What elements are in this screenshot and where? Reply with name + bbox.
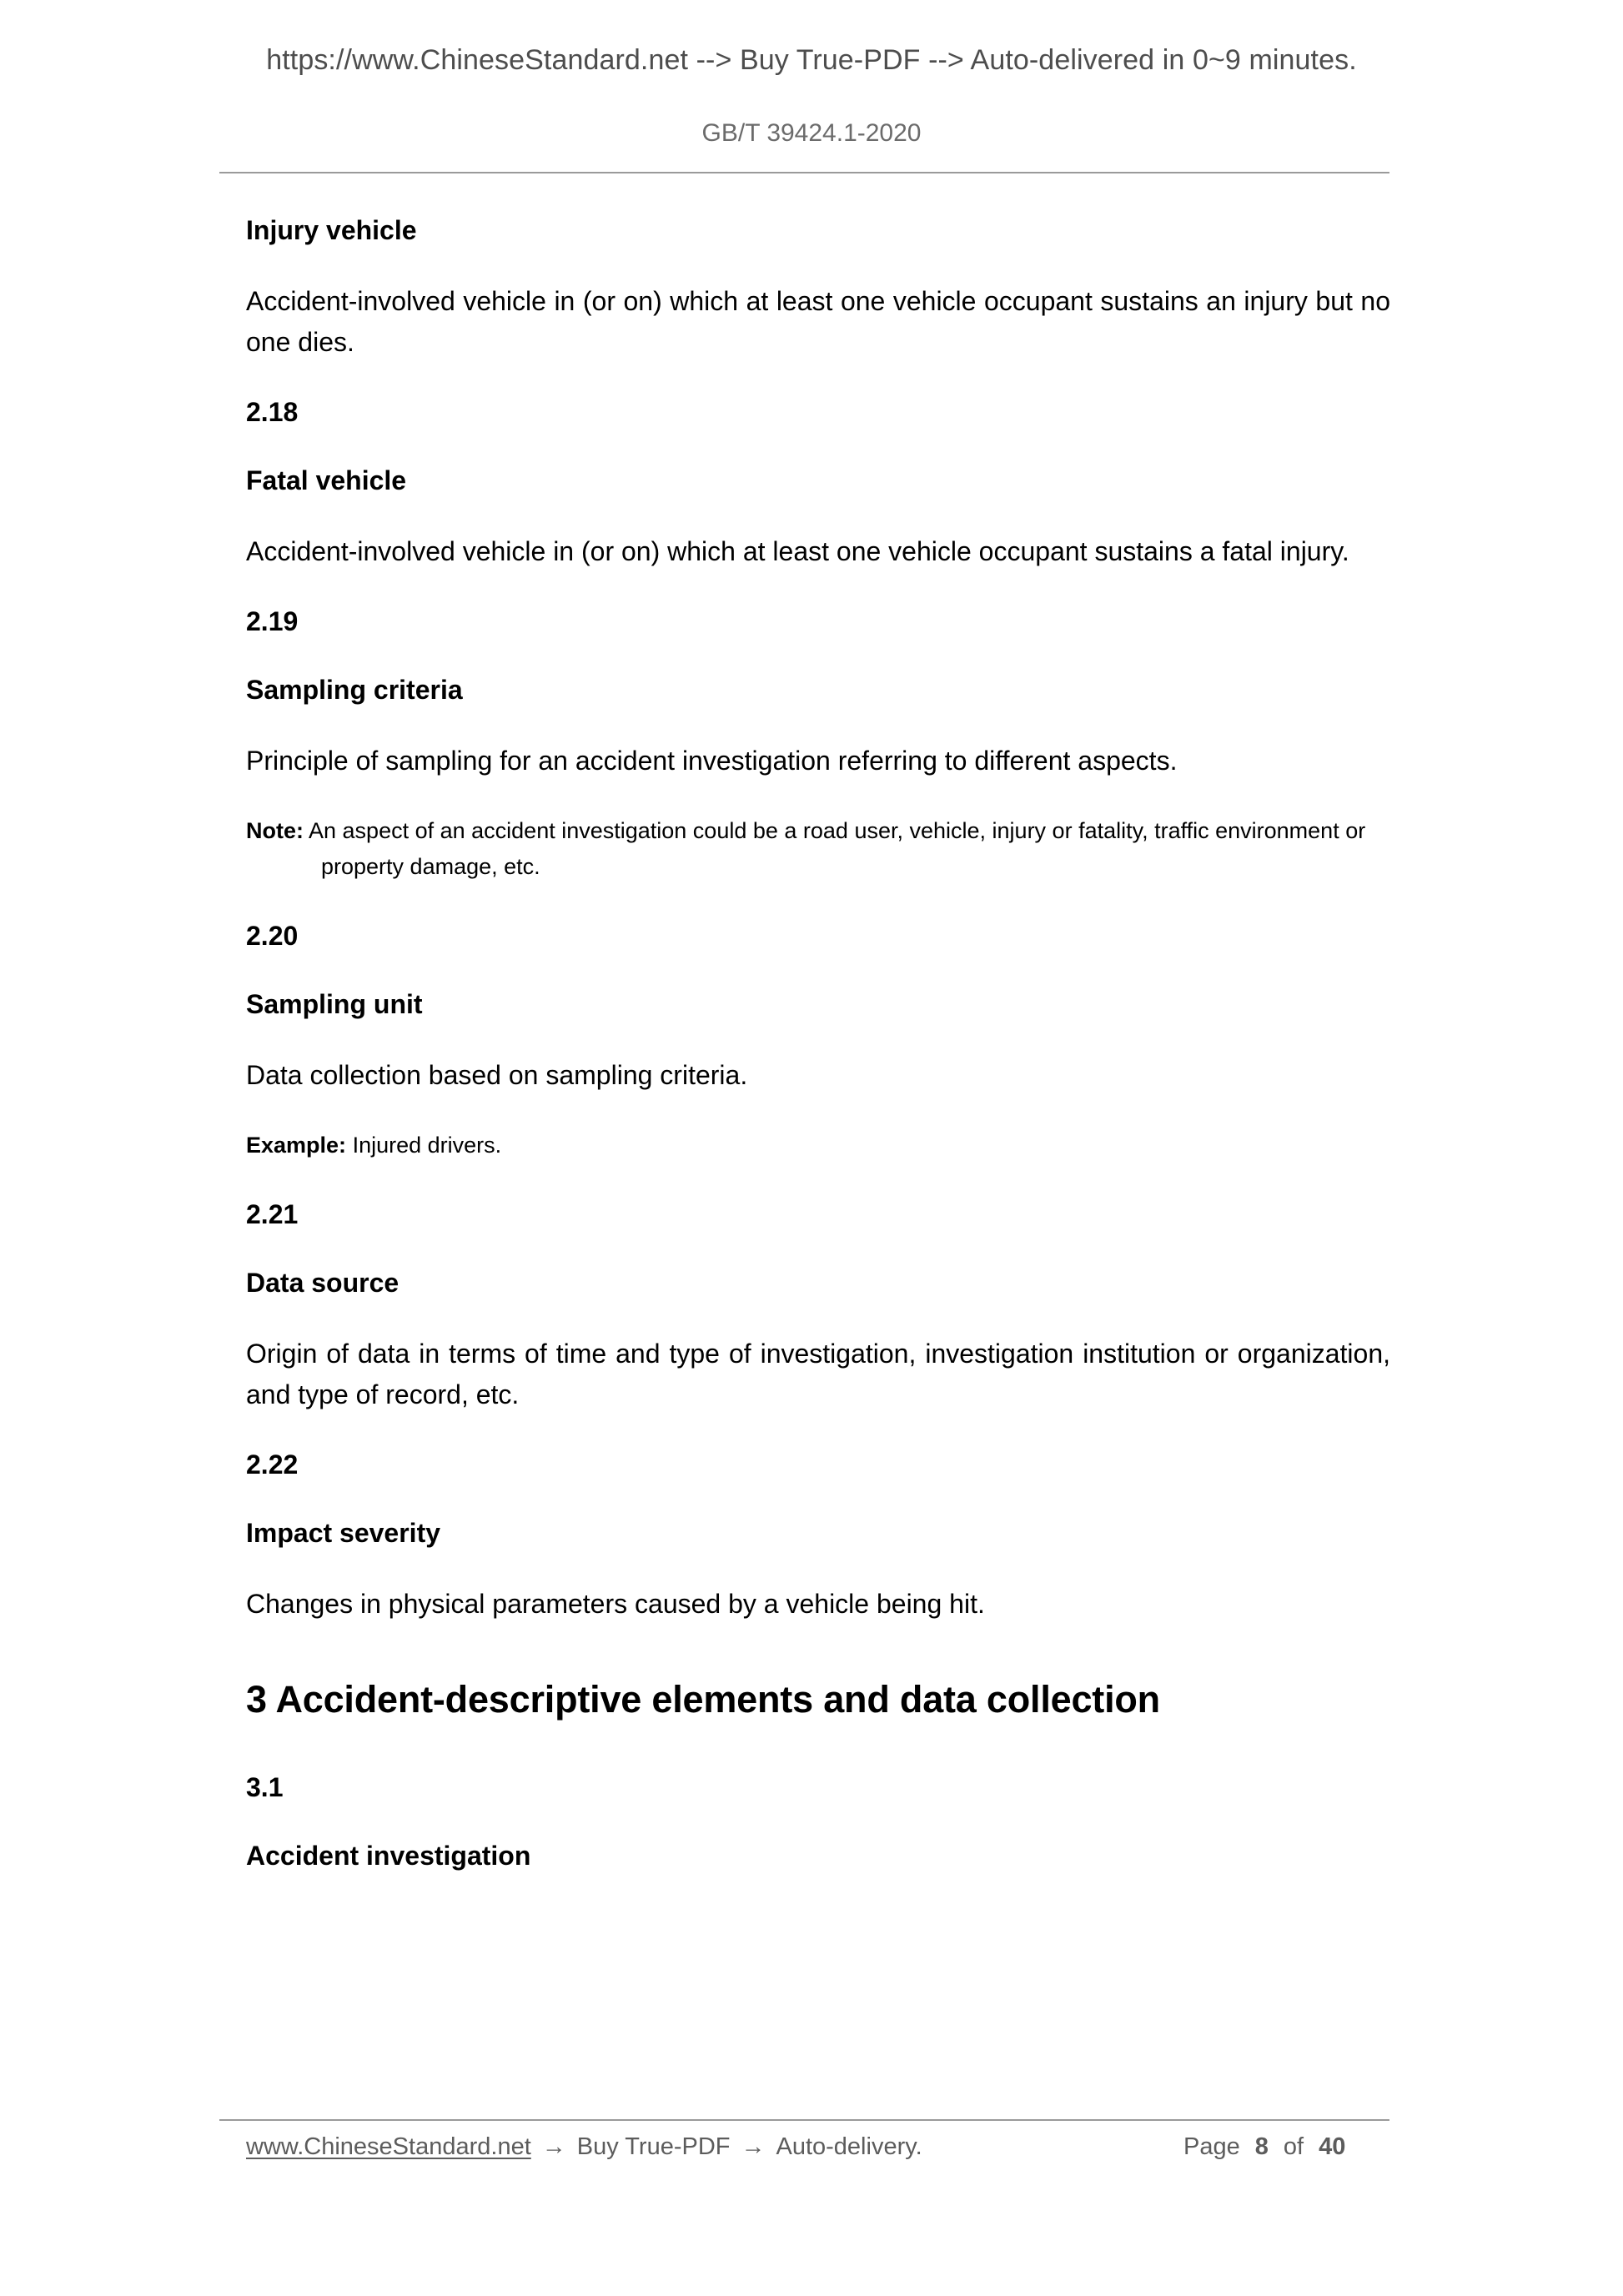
term-title: Fatal vehicle [246,465,407,495]
term-title: Impact severity [246,1518,441,1548]
term-definition: Data collection based on sampling criteria. [246,1060,748,1090]
clause-number: 2.18 [246,397,299,427]
clause-number: 2.20 [246,921,299,951]
promo-header-text: https://www.ChineseStandard.net --> Buy True-PDF --> Auto-delivered in 0~9 minutes. [266,44,1357,76]
section-heading: 3 Accident-descriptive elements and data collection [246,1678,1160,1721]
arrow-right-icon-2: → [741,2133,766,2160]
header-divider [219,172,1389,173]
clause-number: 3.1 [246,1772,284,1802]
note-block [246,813,1390,885]
total-pages: 40 [1319,2133,1346,2160]
term-title: Accident investigation [246,1841,531,1871]
standard-number: GB/T 39424.1-2020 [701,119,922,147]
arrow-right-icon: → [541,2133,566,2160]
document-body [246,213,1390,1907]
term-title: Sampling criteria [246,675,463,705]
note-text: An aspect of an accident investigation could be a road user, vehicle, injury or fatality, traffic environment or property damage, etc. [309,818,1366,879]
note-label: Note: [246,818,304,843]
clause-number: 2.21 [246,1199,299,1229]
term-title: Injury vehicle [246,215,417,245]
page-indicator [1183,2128,1345,2165]
term-definition: Accident-involved vehicle in (or on) which at least one vehicle occupant sustains an injury but no one dies. [246,286,1390,357]
example-text: Injured drivers. [352,1133,502,1158]
term-title: Data source [246,1268,399,1298]
footer-site-link[interactable]: www.ChineseStandard.net [246,2133,531,2160]
footer-divider [219,2119,1389,2121]
term-definition: Changes in physical parameters caused by a vehicle being hit. [246,1589,985,1619]
term-definition: Principle of sampling for an accident investigation referring to different aspects. [246,746,1178,776]
term-title: Sampling unit [246,989,423,1019]
clause-number: 2.22 [246,1449,299,1480]
example-label: Example: [246,1133,347,1158]
footer-delivery-text: Auto-delivery. [776,2133,922,2160]
of-word: of [1283,2133,1304,2160]
page-number: 8 [1254,2133,1269,2160]
page-word: Page [1183,2133,1240,2160]
term-definition: Accident-involved vehicle in (or on) which at least one vehicle occupant sustains a fatal injury. [246,536,1349,566]
example-block [246,1128,1390,1163]
footer-buy-text: Buy True-PDF [576,2133,731,2160]
term-definition: Origin of data in terms of time and type of investigation, investigation institution or organization, and type of record, etc. [246,1339,1390,1409]
clause-number: 2.19 [246,606,299,636]
page-footer [246,2128,1390,2165]
